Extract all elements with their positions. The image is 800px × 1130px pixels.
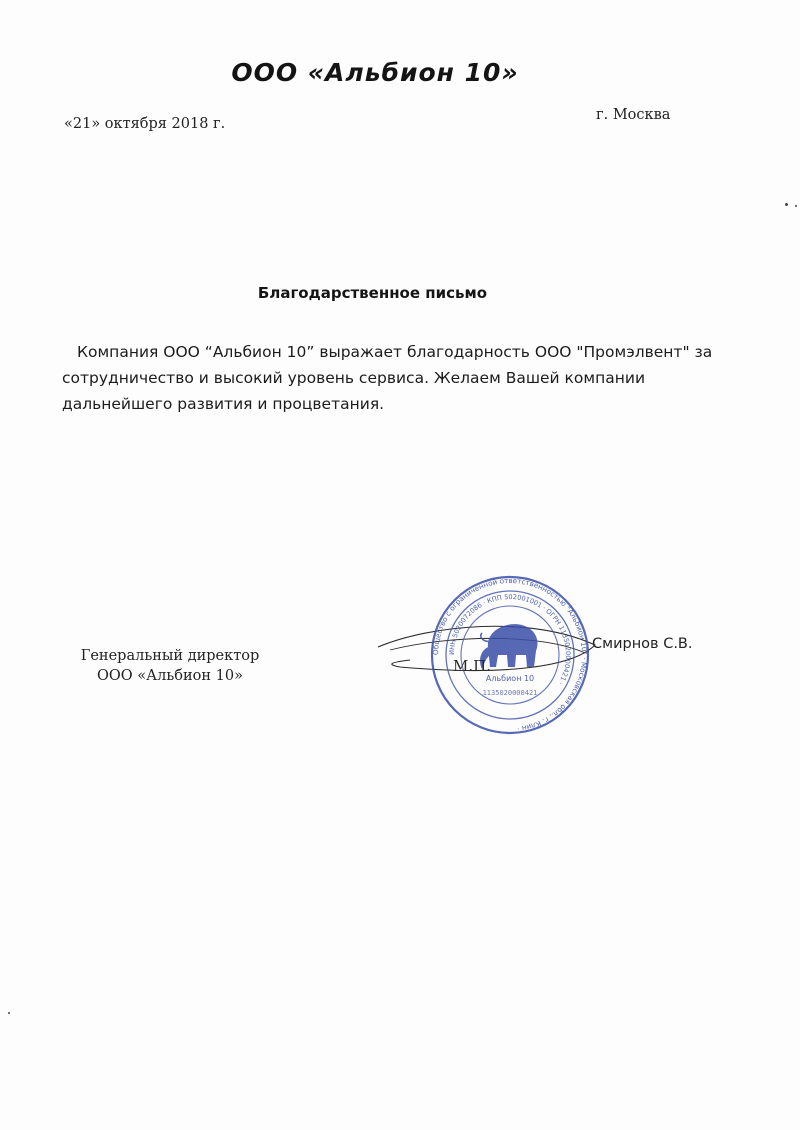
stamp-label: М.П. — [453, 657, 491, 675]
letter-city: г. Москва — [596, 107, 671, 123]
scan-speck — [795, 205, 797, 207]
letter-body — [62, 339, 752, 417]
signer-title — [70, 646, 270, 686]
body-line: Компания ООО “Альбион 10” выражает благодарность ООО "Промэлвент" за — [77, 343, 713, 361]
signer-name: Смирнов С.В. — [592, 636, 693, 652]
letter-title: Благодарственное письмо — [257, 284, 488, 302]
scan-speck — [8, 1012, 10, 1014]
signer-position: Генеральный директор — [80, 648, 260, 664]
stamp-center-text: Альбион 10 — [485, 674, 535, 683]
stamp-inner-text: ИНН 5020072086 · КПП 502001001 · ОГРН 1135020000421 · — [447, 592, 573, 687]
body-line: сотрудничество и высокий уровень сервиса. Желаем Вашей компании — [62, 369, 646, 387]
company-header: ООО «Альбион 10» — [231, 58, 519, 87]
scan-speck — [785, 203, 788, 206]
letter-date: «21» октября 2018 г. — [64, 116, 226, 132]
company-stamp — [370, 575, 600, 735]
stamp-number-text: 1135020000421 — [482, 689, 538, 697]
stamp-outer-text: Общество с ограниченной ответственностью "Альбион 10" · Московская обл., г. Клин · — [430, 575, 590, 734]
stamp-svg — [370, 575, 600, 735]
body-line: дальнейшего развития и процветания. — [62, 395, 385, 413]
signer-company: ООО «Альбион 10» — [97, 668, 243, 684]
